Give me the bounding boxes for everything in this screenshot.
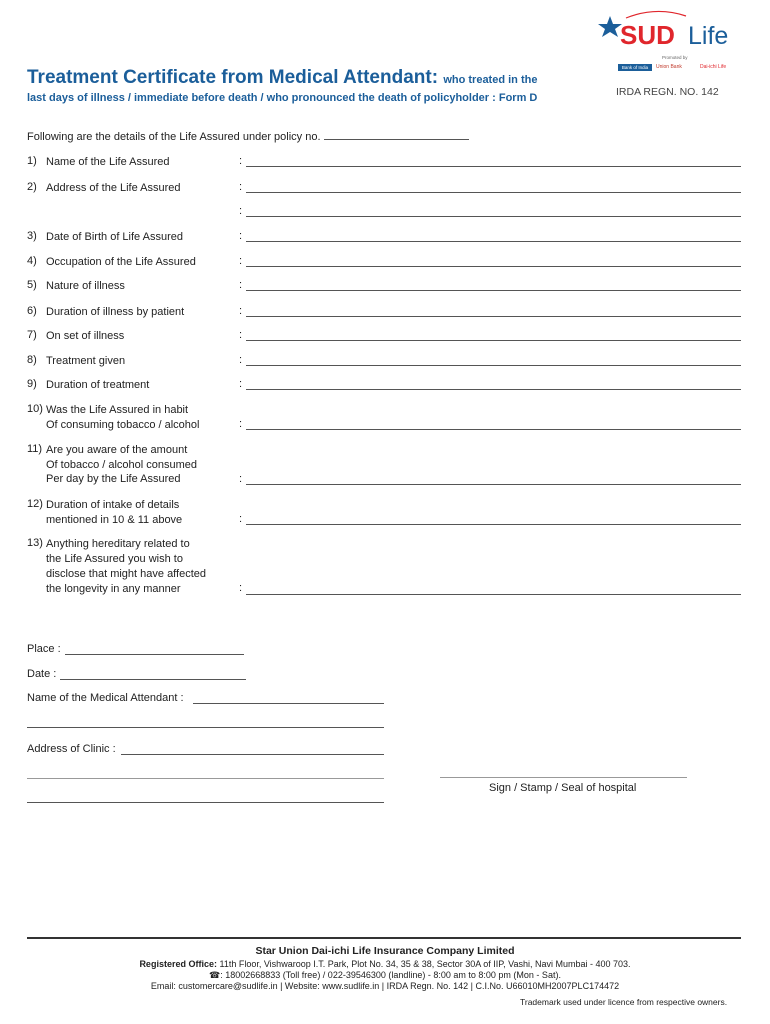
- answer-field-6[interactable]: [246, 316, 741, 317]
- signature-label: Sign / Stamp / Seal of hospital: [489, 782, 637, 794]
- company-name: Star Union Dai-ichi Life Insurance Company Limited: [255, 945, 515, 957]
- question-label: Duration of treatment: [46, 379, 150, 391]
- colon: :: [239, 418, 243, 430]
- question-label: Are you aware of the amount: [46, 444, 188, 456]
- question-number: 11): [27, 443, 43, 455]
- intro-text: Following are the details of the Life Assured under policy no.: [27, 131, 321, 143]
- question-label: Was the Life Assured in habit: [46, 404, 189, 416]
- question-number: 4): [27, 255, 37, 267]
- irda-registration: IRDA REGN. NO. 142: [616, 86, 719, 98]
- question-label: Occupation of the Life Assured: [46, 256, 196, 268]
- question-label-cont: Of consuming tobacco / alcohol: [46, 419, 200, 431]
- registered-office-label: Registered Office:: [139, 959, 217, 969]
- intro-line: [27, 130, 469, 143]
- place-field[interactable]: [65, 654, 244, 655]
- answer-field-3[interactable]: [246, 241, 741, 242]
- logo-partner-2: Union Bank: [656, 64, 682, 70]
- question-number: 13): [27, 537, 43, 549]
- question-number: 8): [27, 354, 37, 366]
- question-label: Name of the Life Assured: [46, 156, 170, 168]
- logo-brand-life: Life: [688, 22, 729, 50]
- place-label: Place :: [27, 643, 61, 655]
- colon: :: [239, 205, 243, 217]
- signature-line[interactable]: [440, 777, 687, 778]
- colon: :: [239, 155, 243, 167]
- colon: :: [239, 255, 243, 267]
- answer-field-10[interactable]: [246, 429, 741, 430]
- question-number: 10): [27, 403, 43, 415]
- colon: :: [239, 473, 243, 485]
- logo-promoted-by: Promoted by: [662, 55, 688, 60]
- question-label-cont: disclose that might have affected: [46, 568, 207, 580]
- address-clinic-label: Address of Clinic :: [27, 743, 116, 755]
- title-suffix: who treated in the: [443, 74, 538, 86]
- medical-attendant-label: Name of the Medical Attendant :: [27, 692, 184, 704]
- question-label: Date of Birth of Life Assured: [46, 231, 183, 243]
- question-label: Duration of intake of details: [46, 499, 180, 511]
- colon: :: [239, 329, 243, 341]
- medical-attendant-field[interactable]: [193, 703, 384, 704]
- answer-field-11[interactable]: [246, 484, 741, 485]
- question-number: 1): [27, 155, 37, 167]
- date-field[interactable]: [60, 679, 246, 680]
- trademark-note: Trademark used under licence from respective owners.: [520, 997, 728, 1007]
- title-main-text: Treatment Certificate from Medical Attendant:: [27, 67, 439, 88]
- policy-no-field[interactable]: [324, 130, 469, 140]
- logo-partner-3: Dai-ichi Life: [700, 64, 727, 70]
- footer-divider: [27, 937, 741, 939]
- question-label: On set of illness: [46, 330, 125, 342]
- question-number: 12): [27, 498, 43, 510]
- page-subtitle: last days of illness / immediate before death / who pronounced the death of policyholder : Form D: [27, 92, 538, 104]
- question-label: Nature of illness: [46, 280, 125, 292]
- colon: :: [239, 354, 243, 366]
- answer-field-5[interactable]: [246, 290, 741, 291]
- question-label-cont: mentioned in 10 & 11 above: [46, 514, 183, 526]
- question-label: Anything hereditary related to: [46, 538, 190, 550]
- logo-brand-sud: SUD: [620, 20, 675, 50]
- question-label: Treatment given: [46, 355, 126, 367]
- question-label: Address of the Life Assured: [46, 182, 181, 194]
- colon: :: [239, 378, 243, 390]
- question-number: 7): [27, 329, 37, 341]
- colon: :: [239, 513, 243, 525]
- question-label-cont: Of tobacco / alcohol consumed: [46, 459, 198, 471]
- colon: :: [239, 230, 243, 242]
- question-label-cont: the longevity in any manner: [46, 583, 181, 595]
- answer-field-13[interactable]: [246, 594, 741, 595]
- colon: :: [239, 582, 243, 594]
- question-number: 6): [27, 305, 37, 317]
- colon: :: [239, 181, 243, 193]
- question-label-cont: Per day by the Life Assured: [46, 473, 181, 485]
- question-number: 5): [27, 279, 37, 291]
- colon: :: [239, 305, 243, 317]
- registered-office: [0, 959, 770, 969]
- question-number: 2): [27, 181, 37, 193]
- answer-field-1[interactable]: [246, 166, 741, 167]
- date-label: Date :: [27, 668, 57, 680]
- sud-life-logo: [596, 10, 746, 76]
- address-clinic-field-3[interactable]: [27, 802, 384, 803]
- answer-field-9[interactable]: [246, 389, 741, 390]
- question-label: Duration of illness by patient: [46, 306, 185, 318]
- question-number: 3): [27, 230, 37, 242]
- page-title: [27, 67, 537, 89]
- registered-office-text: 11th Floor, Vishwaroop I.T. Park, Plot No. 34, 35 & 38, Sector 30A of IIP, Vashi, Navi Mumbai - 400 703.: [219, 959, 631, 969]
- phone-line: ☎: 18002668833 (Toll free) / 022-39546300 (landline) - 8:00 am to 8:00 pm (Mon - Sat).: [209, 970, 561, 980]
- answer-field-2b[interactable]: [246, 216, 741, 217]
- logo-partner-1: Bank of India: [618, 64, 652, 71]
- address-clinic-field[interactable]: [121, 754, 384, 755]
- answer-field-8[interactable]: [246, 365, 741, 366]
- colon: :: [239, 279, 243, 291]
- answer-field-2[interactable]: [246, 192, 741, 193]
- medical-attendant-field-2[interactable]: [27, 727, 384, 728]
- answer-field-7[interactable]: [246, 340, 741, 341]
- answer-field-12[interactable]: [246, 524, 741, 525]
- question-number: 9): [27, 378, 37, 390]
- answer-field-4[interactable]: [246, 266, 741, 267]
- address-clinic-field-2[interactable]: [27, 778, 384, 779]
- contact-line: Email: customercare@sudlife.in | Website: www.sudlife.in | IRDA Regn. No. 142 | C.I.No. U66010MH2007PLC174472: [150, 981, 620, 991]
- question-label-cont: the Life Assured you wish to: [46, 553, 183, 565]
